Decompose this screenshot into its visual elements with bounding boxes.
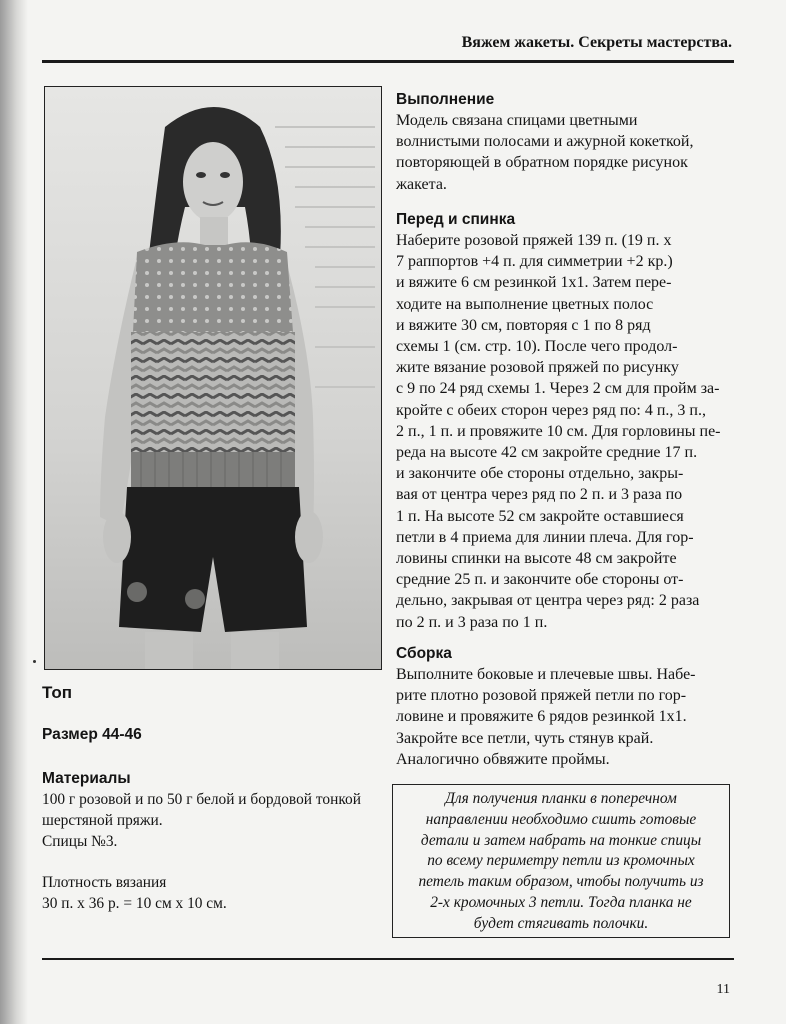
note-box [392, 784, 730, 938]
footer-rule [42, 958, 734, 960]
running-header: Вяжем жакеты. Секреты мастерства. [461, 34, 732, 51]
front-back-section [396, 210, 728, 633]
density-section [42, 872, 372, 914]
execution-title: Выполнение [396, 91, 495, 108]
page-number: 11 [716, 982, 730, 997]
assembly-section [396, 644, 728, 770]
model-photo [44, 86, 382, 670]
page-binding-shadow [0, 0, 28, 1024]
materials-title: Материалы [42, 770, 131, 787]
assembly-title: Сборка [396, 645, 452, 662]
front-back-title: Перед и спинка [396, 211, 516, 228]
note-text: Для получения планки в поперечном направлении необходимо сшить готовые детали и затем набрать на тонкие спицы по всему периметру петли из кромочных петель таким образом, чтобы получить из 2-х кромочных 3 петли. Тогда планка не будет стягивать полочки. [418, 790, 704, 932]
header-rule [42, 60, 734, 63]
materials-text: 100 г розовой и по 50 г белой и бордовой тонкой шерстяной пряжи. [42, 791, 361, 829]
execution-text: Модель связана спицами цветными волнистыми полосами и ажурной кокеткой, повторяющей в обратном порядке рисунок жакета. [396, 112, 694, 193]
needles-text: Спицы №3. [42, 833, 118, 850]
front-back-text: Наберите розовой пряжей 139 п. (19 п. х 7 раппортов +4 п. для симметрии +2 кр.) и вяжите 6 см резинкой 1х1. Затем пере- ходите на выполнение цветных полос и вяжите 30 см, повторяя с 1 по 8 ряд схемы 1 (см. стр. 10). После чего продол- жите вязание розовой пряжей по рисунку с 9 по 24 ряд схемы 1. Через 2 см для пройм за- кройте с обеих сторон через ряд по: 4 п., 3 п., 2 п., 1 п. и провяжите 10 см. Для горловины пе- редa на высоте 42 см закройте средние 17 п. и закончите обе стороны отдельно, закры- вая от центра через ряд по 2 п. и 3 раза по 1 п. На высоте 52 см закройте оставшиеся петли в 4 приема для линии плеча. Для гор- ловины спинки на высоте 48 см закройте средние 25 п. и закончите обе стороны от- дельно, закрывая от центра через ряд: 2 раза по 2 п. и 3 раза по 1 п. [396, 232, 721, 631]
density-title: Плотность вязания [42, 874, 167, 891]
materials-section [42, 768, 372, 852]
density-value: 30 п. х 36 р. = 10 см х 10 см. [42, 895, 227, 912]
print-dot [33, 660, 36, 663]
size-title: Размер 44-46 [42, 726, 142, 743]
execution-section [396, 90, 728, 195]
model-title: Топ [42, 683, 72, 702]
assembly-text: Выполните боковые и плечевые швы. Набе- рите плотно розовой пряжей петли по гор- ловине и провяжите 6 рядов резинкой 1х1. Закройте все петли, чуть стянув край. Аналогично обвяжите проймы. [396, 666, 696, 768]
model-illustration [45, 87, 381, 669]
